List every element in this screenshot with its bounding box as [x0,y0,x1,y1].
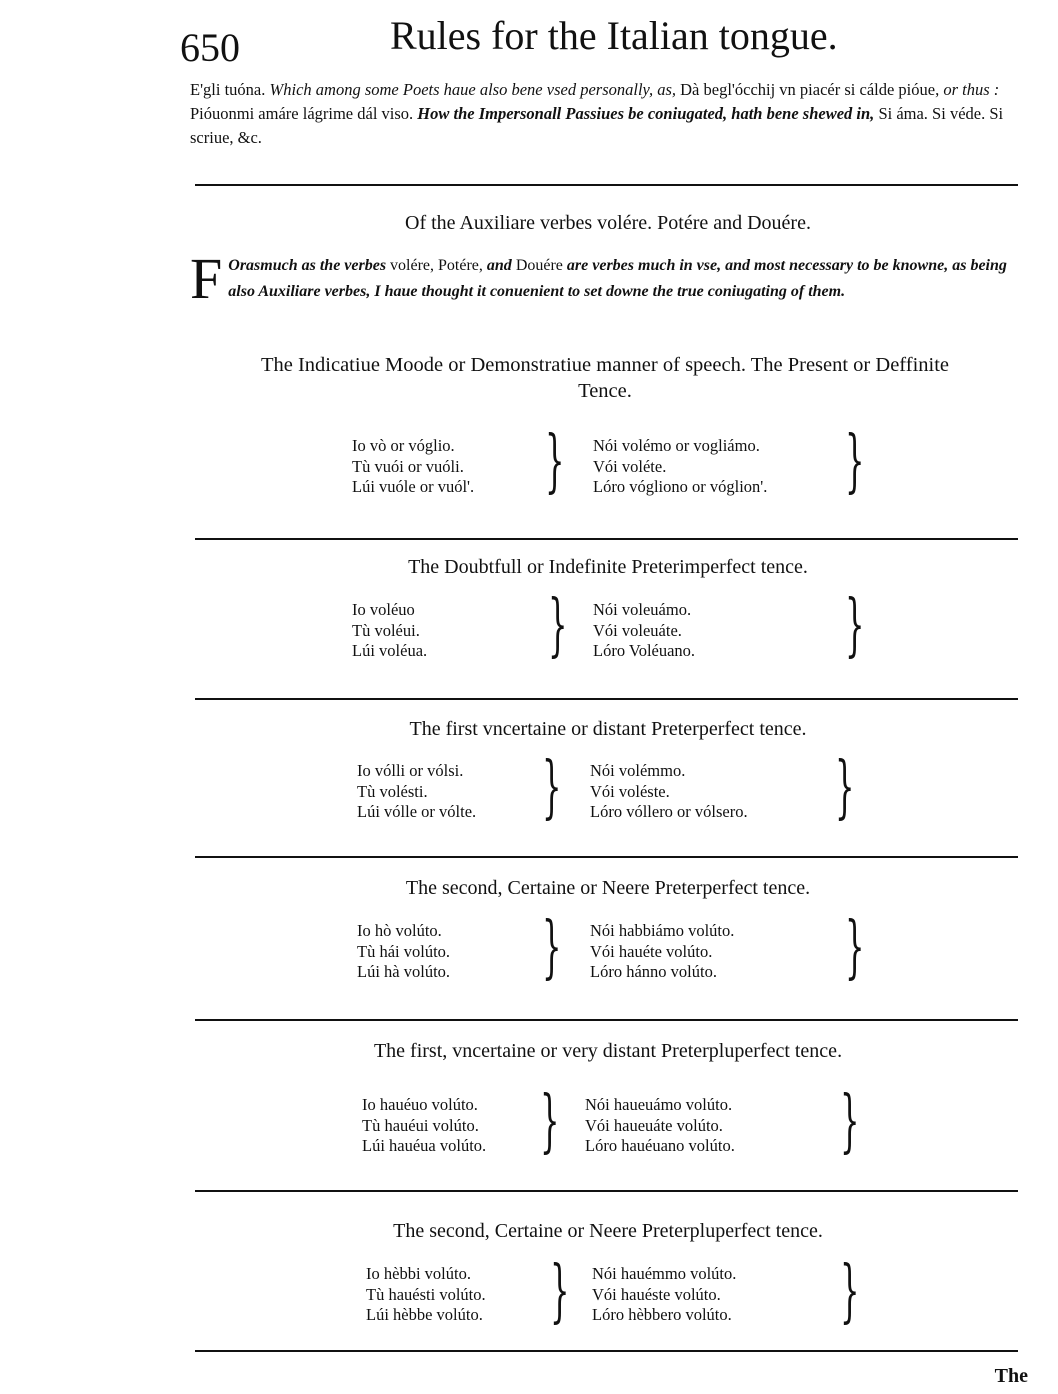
divider-rule [195,1019,1018,1021]
section-title: The second, Certaine or Neere Preterpluperfect tence. [393,1220,823,1242]
section-title: The first vncertaine or distant Preterperfect tence. [409,718,807,740]
conjugation-plural [585,1095,735,1157]
conj-line: Nói hauémmo volúto. [592,1264,737,1283]
conjugation-plural [593,600,695,662]
section-title: The Indicatiue Moode or Demonstratiue manner of speech. The Present or Deffinite Tence. [260,354,950,402]
conj-line: Nói habbiámo volúto. [590,921,735,940]
conj-line: Vói hauéste volúto. [592,1284,721,1304]
drop-cap: F [190,246,223,311]
brace-icon: } [845,908,865,987]
aux-text-4: Douére [515,257,563,274]
divider-rule [195,1350,1018,1352]
conjugation-singular [352,600,427,662]
intro-text-1: E'gli tuóna. [190,80,266,99]
brace-icon: } [542,748,562,827]
conj-line: Lóro Voléuano. [593,641,696,660]
conj-line: Lóro hèbbero volúto. [592,1305,732,1324]
conjugation-plural [590,921,734,983]
conjugation-singular [352,436,474,498]
auxiliary-paragraph [190,246,1026,311]
brace-icon: } [542,908,562,987]
divider-rule [195,1190,1018,1192]
aux-text-1: Orasmuch as the verbes [228,257,387,274]
conj-line: Io hò volúto. [357,921,442,940]
conj-line: Lóro hauéuano volúto. [585,1136,735,1155]
conj-line: Tù vuói or vuóli. [352,456,464,476]
divider-rule [195,856,1018,858]
brace-icon: } [845,586,865,665]
catchword: The [994,1365,1028,1387]
conj-line: Lóro vógliono or vóglion'. [593,477,768,496]
intro-text-7: Si áma. Si véde. Si scriue, &c. [190,104,1004,147]
conj-line: Tù hauéui volúto. [362,1115,479,1135]
conj-line: Io hauéuo volúto. [362,1095,478,1114]
brace-icon: } [840,1252,860,1331]
conj-line: Nói volémo or vogliámo. [593,436,760,455]
conjugation-singular [366,1264,486,1326]
brace-icon: } [835,748,855,827]
divider-rule [195,184,1018,186]
section-title: The Doubtfull or Indefinite Preterimperfect tence. [408,556,808,578]
conj-line: Lúi vólle or vólte. [357,802,477,821]
running-title: Rules for the Italian tongue. [390,13,838,58]
intro-text-4: or thus : [943,80,1000,99]
conj-line: Nói volémmo. [590,761,686,780]
conj-line: Tù volésti. [357,781,428,801]
auxiliary-heading: Of the Auxiliare verbes volére. Potére and Douére. [405,212,811,234]
conj-line: Vói voléte. [593,456,667,476]
conj-line: Vói hauéte volúto. [590,941,713,961]
divider-rule [195,698,1018,700]
intro-text-5: Pióuonmi amáre lágrime dál viso. [190,104,414,123]
conj-line: Lóro hánno volúto. [590,962,717,981]
divider-rule [195,538,1018,540]
conj-line: Tù voléui. [352,620,420,640]
brace-icon: } [840,1082,860,1161]
brace-icon: } [550,1252,570,1331]
conjugation-singular [362,1095,486,1157]
conjugation-singular [357,761,476,823]
conjugation-singular [357,921,450,983]
intro-text-2: Which among some Poets haue also bene vsed personally, as, [269,80,676,99]
conj-line: Tù hauésti volúto. [366,1284,486,1304]
intro-text-3: Dà begl'ócchij vn piacér si cálde pióue, [680,80,940,99]
conj-line: Vói voleuáte. [593,620,682,640]
conj-line: Io vò or vóglio. [352,436,455,455]
conj-line: Lóro vóllero or vólsero. [590,802,748,821]
brace-icon: } [845,422,865,501]
section-title: The second, Certaine or Neere Preterperfect tence. [405,877,811,899]
conj-line: Lúi voléua. [352,641,428,660]
conj-line: Io vólli or vólsi. [357,761,464,780]
intro-text-6: How the Impersonall Passiues be coniugated, hath bene shewed in, [417,104,875,123]
conj-line: Lúi hà volúto. [357,962,451,981]
conj-line: Vói voléste. [590,781,670,801]
conj-line: Nói voleuámo. [593,600,692,619]
brace-icon: } [540,1082,560,1161]
conj-line: Io hèbbi volúto. [366,1264,471,1283]
aux-text-5: are verbes much in vse, and most necessary to be knowne, as being also Auxiliare verbes, I haue thought it conuenient to set downe the true coniugating of them. [228,257,1007,300]
brace-icon: } [545,422,565,501]
conj-line: Io voléuo [352,600,415,619]
conj-line: Lúi hauéua volúto. [362,1136,487,1155]
conjugation-plural [593,436,767,498]
page-number: 650 [180,25,240,70]
aux-text-2: volére, Potére, [390,257,483,274]
conj-line: Lúi vuóle or vuól'. [352,477,475,496]
intro-paragraph [190,78,1026,150]
brace-icon: } [548,586,568,665]
aux-text-3: and [486,257,512,274]
conj-line: Vói haueuáte volúto. [585,1115,723,1135]
conjugation-plural [592,1264,736,1326]
section-title: The first, vncertaine or very distant Preterpluperfect tence. [373,1040,843,1062]
conj-line: Nói haueuámo volúto. [585,1095,733,1114]
conj-line: Lúi hèbbe volúto. [366,1305,483,1324]
conjugation-plural [590,761,748,823]
conj-line: Tù hái volúto. [357,941,451,961]
